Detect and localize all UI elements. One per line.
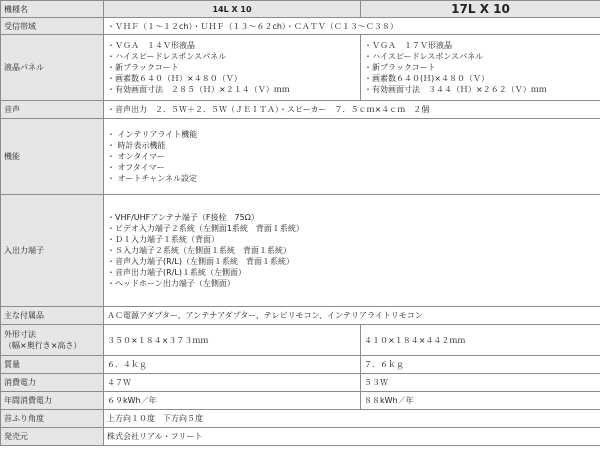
dimensions-row xyxy=(1,325,600,356)
lcd-label: 液晶パネル xyxy=(1,35,104,101)
tilt-label: 首ふり角度 xyxy=(1,410,104,428)
accessories-value: ＡＣ電源アダプター、アンテナアダプター、テレビリモコン、インテリアライトリモコン xyxy=(104,307,600,325)
functions-row xyxy=(1,119,600,195)
accessories-row xyxy=(1,307,600,325)
lcd-a-line: ・新ブラックコート xyxy=(107,63,179,72)
seller-row xyxy=(1,428,600,446)
lcd-a-cell xyxy=(104,35,361,101)
annual-power-b: ８８kWh／年 xyxy=(361,392,600,410)
reception-row xyxy=(1,18,600,35)
audio-row xyxy=(1,101,600,119)
dimensions-b: ４１０×１８４×４４２ｍｍ xyxy=(361,325,600,356)
tilt-value: 上方向１０度 下方向５度 xyxy=(104,410,600,428)
io-item: ・Ｓ入力端子２系統（左側面１系統 背面１系統） xyxy=(107,246,291,255)
power-b: ５３Ｗ xyxy=(361,374,600,392)
audio-label: 音声 xyxy=(1,101,104,119)
dimensions-a: ３５０×１８４×３７３ｍｍ xyxy=(104,325,361,356)
lcd-b-line: ・画素数６４０(Ｈ)×４８０（Ｖ） xyxy=(364,74,489,83)
weight-row xyxy=(1,356,600,374)
weight-label: 質量 xyxy=(1,356,104,374)
functions-label: 機能 xyxy=(1,119,104,195)
seller-value: 株式会社リアル・フリート xyxy=(104,428,600,446)
dimensions-label xyxy=(1,325,104,356)
lcd-b-line: ・ＶＧＡ １７Ｖ形液晶 xyxy=(364,41,452,50)
lcd-a-line: ・ハイスピードレスポンスパネル xyxy=(107,52,227,61)
lcd-b-cell xyxy=(361,35,600,101)
io-row xyxy=(1,195,600,307)
power-label: 消費電力 xyxy=(1,374,104,392)
reception-label: 受信帯域 xyxy=(1,18,104,35)
tilt-row xyxy=(1,410,600,428)
lcd-b-line: ・ハイスピードレスポンスパネル xyxy=(364,52,484,61)
weight-a: ６．４ｋｇ xyxy=(104,356,361,374)
io-cell xyxy=(104,195,600,307)
io-item: ・Ｄ１入力端子１系統（背面） xyxy=(107,235,219,244)
io-item: ・VHF/UHFアンテナ端子（F接栓 75Ω） xyxy=(107,213,259,222)
power-a: ４７Ｗ xyxy=(104,374,361,392)
io-item: ・ヘッドホーン出力端子（左側面） xyxy=(107,279,235,288)
model-b-header: 17L X 10 xyxy=(361,1,600,18)
reception-value: ・ＶＨＦ（１〜１２ch）・ＵＨＦ（１３〜６２ch）・ＣＡＴＶ（Ｃ１３〜Ｃ３８） xyxy=(104,18,600,35)
power-row xyxy=(1,374,600,392)
function-item: ・ オフタイマー xyxy=(107,163,165,172)
model-label: 機種名 xyxy=(1,1,104,18)
dimensions-label-line2: （幅×奥行き×高さ） xyxy=(4,341,82,350)
io-label: 入出力端子 xyxy=(1,195,104,307)
lcd-b-line: ・有効画面寸法 ３４４（Ｈ）×２６２（Ｖ）ｍｍ xyxy=(364,85,547,94)
model-a-header: 14L X 10 xyxy=(104,1,361,18)
weight-b: ７．６ｋｇ xyxy=(361,356,600,374)
function-item: ・ 時計表示機能 xyxy=(107,141,166,150)
lcd-a-line: ・ＶＧＡ １４Ｖ形液晶 xyxy=(107,41,195,50)
dimensions-label-line1: 外形寸法 xyxy=(4,330,36,339)
lcd-b-line: ・新ブラックコート xyxy=(364,63,436,72)
annual-power-row xyxy=(1,392,600,410)
audio-value: ・音声出力 ２．５Ｗ＋２．５Ｗ（ＪＥＩＴＡ）・スピーカー ７．５ｃｍ×４ｃｍ ２個 xyxy=(104,101,600,119)
annual-power-a: ６９kWh／年 xyxy=(104,392,361,410)
seller-label: 発売元 xyxy=(1,428,104,446)
lcd-a-line: ・有効画面寸法 ２８５（Ｈ）×２１４（Ｖ）ｍｍ xyxy=(107,85,290,94)
io-item: ・ビデオ入力端子２系統（左側面1系統 背面１系統） xyxy=(107,224,304,233)
header-row xyxy=(1,1,600,18)
io-item: ・音声出力端子(R/L)１系統（左側面） xyxy=(107,268,246,277)
lcd-a-line: ・画素数６４０（Ｈ）×４８０（Ｖ） xyxy=(107,74,242,83)
lcd-row xyxy=(1,35,600,101)
io-item: ・音声入力端子(R/L)（左側面１系統 背面１系統） xyxy=(107,257,294,266)
function-item: ・ オートチャンネル設定 xyxy=(107,174,198,183)
function-item: ・ インテリアライト機能 xyxy=(107,130,198,139)
accessories-label: 主な付属品 xyxy=(1,307,104,325)
function-item: ・ オンタイマー xyxy=(107,152,166,161)
functions-cell xyxy=(104,119,600,195)
annual-power-label: 年間消費電力 xyxy=(1,392,104,410)
